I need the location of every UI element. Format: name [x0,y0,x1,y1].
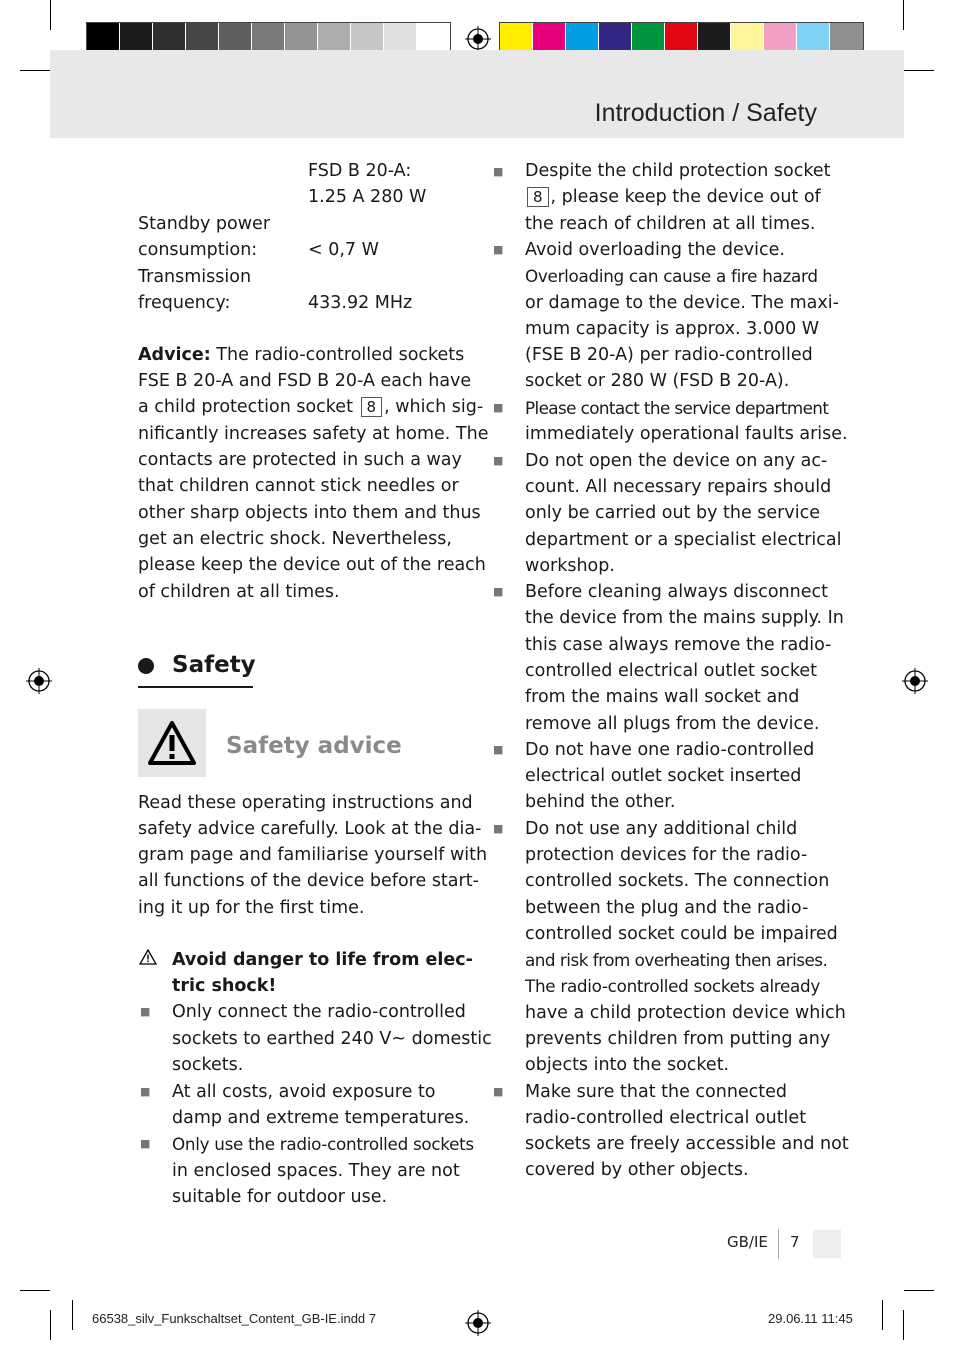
bullet-line: controlled socket could be impaired [525,924,838,944]
advice-text: The radio-controlled sockets [210,345,465,365]
bullet-square-icon: ■ [493,401,504,414]
bullet-text: , please keep the device out of [550,187,821,207]
advice-line: that children cannot stick needles or [138,476,459,496]
bullet-line: mum capacity is approx. 3.000 W [525,319,820,339]
spec-standby-label: consumption: [138,240,258,260]
color-swatch [351,23,384,53]
color-swatch [797,23,830,53]
bullet-line: Do not have one radio-controlled [525,740,815,760]
page-title: Introduction / Safety [594,99,817,127]
bullet-square-icon: ■ [493,585,504,598]
crop-mark [20,70,50,71]
bullet-line: objects into the socket. [525,1055,730,1075]
footer-language: GB/IE [727,1233,768,1251]
bullet-line: sockets to earthed 240 V~ domestic [172,1029,492,1049]
crop-mark [882,1300,883,1330]
bullet-line: Despite the child protection socket [525,161,831,181]
crop-mark [50,1310,51,1340]
color-swatch [87,23,120,53]
footer-marker [813,1230,841,1258]
advice-line [138,342,464,368]
intro-line: Read these operating instructions and [138,793,473,813]
color-swatch [219,23,252,53]
color-swatch [731,23,764,53]
intro-line: all functions of the device before start- [138,871,479,891]
color-swatch [384,23,417,53]
bullet-line: radio-controlled electrical outlet [525,1108,807,1128]
bullet-line: damp and extreme temperatures. [172,1108,470,1128]
color-swatch [285,23,318,53]
spec-standby-value: < 0,7 W [308,240,379,260]
advice-line: please keep the device out of the reach [138,555,486,575]
advice-line: other sharp objects into them and thus [138,503,481,523]
bullet-line: Avoid overloading the device. [525,240,785,260]
advice-line: nificantly increases safety at home. The [138,424,489,444]
section-heading-safety: Safety [172,652,256,678]
bullet-line: only be carried out by the service [525,503,820,523]
crop-mark [904,1290,934,1291]
advice-line: get an electric shock. Nevertheless, [138,529,452,549]
bullet-line: and risk from overheating then arises. [525,950,828,970]
intro-line: safety advice carefully. Look at the dia- [138,819,482,839]
registration-mark-icon [465,1310,491,1336]
registration-mark-icon [902,668,928,694]
bullet-line: sockets. [172,1055,244,1075]
part-reference-8: 8 [527,187,549,207]
intro-line: gram page and familiarise yourself with [138,845,488,865]
bullet-line: this case always remove the radio- [525,635,832,655]
bullet-square-icon: ■ [493,165,504,178]
registration-mark-icon [465,26,491,52]
spec-standby-label: Standby power [138,214,271,234]
bullet-line: socket or 280 W (FSD B 20-A). [525,371,790,391]
advice-line: contacts are protected in such a way [138,450,462,470]
bullet-line: covered by other objects. [525,1160,749,1180]
color-swatch [533,23,566,53]
bullet-line: sockets are freely accessible and not [525,1134,849,1154]
bullet-line: behind the other. [525,792,676,812]
bullet-line: Only use the radio-controlled sockets [172,1134,474,1154]
bullet-line: Do not open the device on any ac- [525,451,828,471]
advice-text: a child protection socket [138,397,359,417]
color-swatch [153,23,186,53]
bullet-line: have a child protection device which [525,1003,846,1023]
color-swatch [830,23,863,53]
bullet-line: controlled sockets. The connection [525,871,830,891]
footer-divider [778,1229,779,1259]
color-swatch [186,23,219,53]
warning-box [138,709,206,777]
bullet-square-icon: ■ [140,1005,151,1018]
bullet-line: protection devices for the radio- [525,845,808,865]
bullet-line: between the plug and the radio- [525,898,809,918]
bullet-line: count. All necessary repairs should [525,477,832,497]
advice-label: Advice: [138,345,211,365]
bullet-line: Make sure that the connected [525,1082,788,1102]
advice-line: FSE B 20-A and FSD B 20-A each have [138,371,472,391]
crop-mark [904,70,934,71]
bullet-line: Overloading can cause a fire hazard [525,266,818,286]
advice-line: of children at all times. [138,582,340,602]
advice-line [138,394,483,420]
crop-mark [903,0,904,30]
bullet-line: Only connect the radio-controlled [172,1002,466,1022]
bullet-line: in enclosed spaces. They are not [172,1161,460,1181]
bullet-line: workshop. [525,556,615,576]
bullet-square-icon: ■ [140,1085,151,1098]
bullet-line: At all costs, avoid exposure to [172,1082,436,1102]
color-swatch [665,23,698,53]
bullet-square-icon: ■ [493,243,504,256]
bullet-square-icon: ■ [493,454,504,467]
spec-fsd-label: FSD B 20-A: [308,161,412,181]
crop-mark [20,1290,50,1291]
spec-transmission-label: Transmission [138,267,252,287]
color-swatch [599,23,632,53]
bullet-line: or damage to the device. The maxi- [525,293,839,313]
safety-advice-heading: Safety advice [226,733,402,759]
color-swatch [500,23,533,53]
warning-small-icon [139,949,157,965]
bullet-line: Please contact the service department [525,398,829,418]
bullet-square-icon: ■ [493,743,504,756]
slug-date: 29.06.11 11:45 [768,1311,853,1326]
intro-line: ing it up for the first time. [138,898,365,918]
bullet-line: immediately operational faults arise. [525,424,848,444]
bullet-line: from the mains wall socket and [525,687,800,707]
bullet-line: The radio-controlled sockets already [525,976,821,996]
bullet-line: prevents children from putting any [525,1029,831,1049]
color-swatch [764,23,797,53]
color-swatch [318,23,351,53]
footer-page-number: 7 [790,1233,800,1251]
bullet-line: (FSE B 20-A) per radio-controlled [525,345,813,365]
bullet-line: remove all plugs from the device. [525,714,820,734]
color-swatch [566,23,599,53]
bullet-line: the device from the mains supply. In [525,608,844,628]
danger-heading [172,947,473,973]
advice-text: , which sig- [384,397,484,417]
crop-mark [50,0,51,30]
bullet-square-icon: ■ [493,822,504,835]
registration-mark-icon [26,668,52,694]
section-underline [138,686,253,688]
danger-heading-text: Avoid danger to life from elec- [172,950,473,970]
crop-mark [903,1310,904,1340]
section-bullet-icon [138,658,154,674]
bullet-square-icon: ■ [493,1085,504,1098]
bullet-line: Before cleaning always disconnect [525,582,828,602]
bullet-line: Do not use any additional child [525,819,798,839]
color-swatch [120,23,153,53]
bullet-line: the reach of children at all times. [525,214,816,234]
color-swatch [632,23,665,53]
color-swatch [698,23,731,53]
bullet-line: electrical outlet socket inserted [525,766,802,786]
slug-filename: 66538_silv_Funkschaltset_Content_GB-IE.indd 7 [92,1311,377,1326]
bullet-line: controlled electrical outlet socket [525,661,817,681]
spec-transmission-label: frequency: [138,293,231,313]
color-swatch [252,23,285,53]
bullet-line [525,184,821,210]
bullet-square-icon: ■ [140,1137,151,1150]
bullet-line: department or a specialist electrical [525,530,842,550]
spec-fsd-value: 1.25 A 280 W [308,187,427,207]
spec-transmission-value: 433.92 MHz [308,293,413,313]
part-reference-8: 8 [361,397,383,417]
crop-mark [72,1300,73,1330]
color-swatch [417,23,450,53]
warning-triangle-icon [138,709,206,777]
danger-heading-text: tric shock! [172,976,277,996]
bullet-line: suitable for outdoor use. [172,1187,388,1207]
danger-heading [172,973,276,999]
